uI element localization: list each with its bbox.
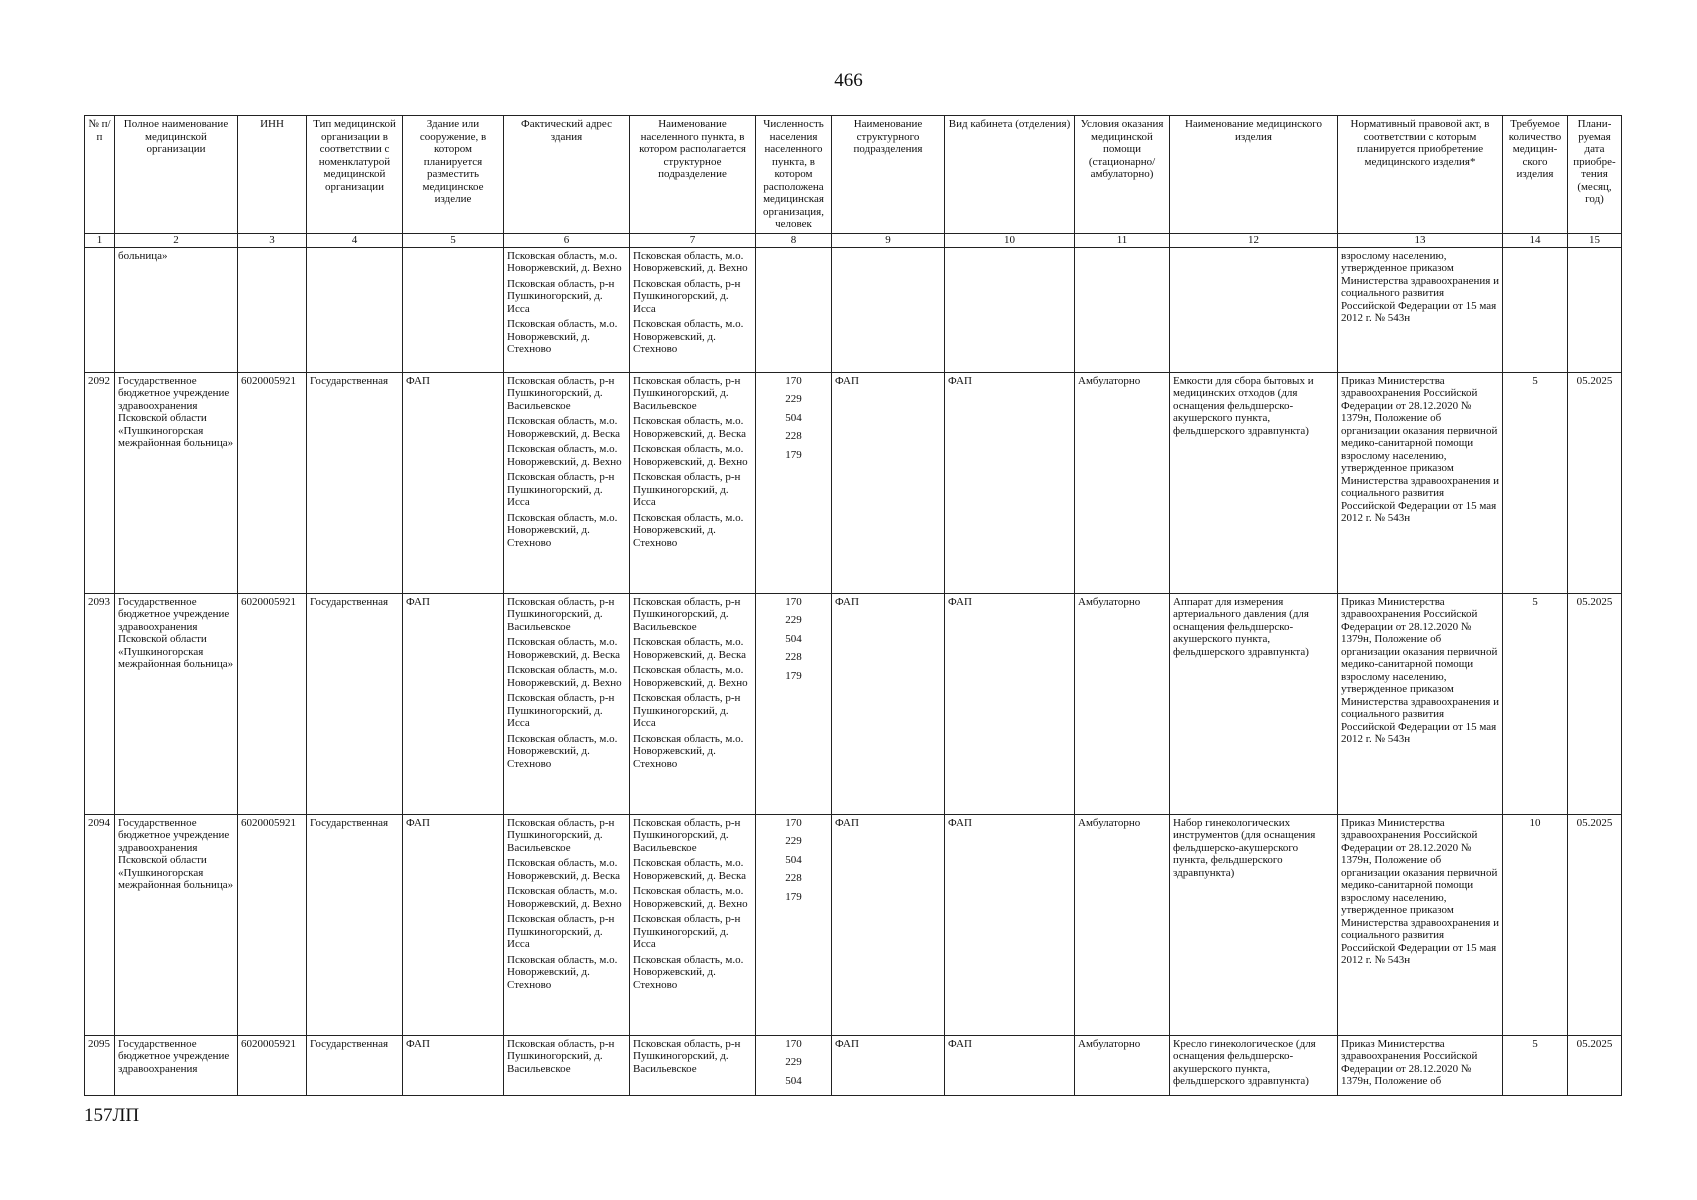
header-cell: Условия оказания медицинской помощи (стационарно/ амбулаторно): [1075, 116, 1170, 234]
document-code: 157ЛП: [84, 1105, 140, 1126]
settlement: Псковская область, м.о. Новоржевский, д. Вехно: [633, 664, 748, 689]
settlement: Псковская область, м.о. Новоржевский, д. Стехново: [633, 511, 744, 549]
header-cell: ИНН: [238, 116, 307, 234]
address: Псковская область, р-н Пушкиногорский, д. Васильевское: [507, 816, 615, 854]
population: 179: [785, 448, 802, 461]
address: Псковская область, р-н Пушкиногорский, д. Исса: [507, 471, 615, 508]
header-cell: № п/п: [85, 116, 115, 234]
building-cell: ФАП: [403, 372, 504, 593]
cabinet-cell: ФАП: [945, 593, 1075, 814]
table-row: [85, 372, 1622, 593]
header-cell: Наименование медицинского изделия: [1170, 116, 1338, 234]
column-number: 15: [1568, 233, 1622, 247]
legal-act-cell: Приказ Министерства здравоохранения Российской Федерации от 28.12.2020 № 1379н, Положение об: [1338, 1035, 1503, 1096]
address: Псковская область, м.о. Новоржевский, д. Стехново: [507, 953, 618, 991]
settlement: Псковская область, р-н Пушкиногорский, д. Исса: [633, 913, 741, 950]
cabinet-cell: ФАП: [945, 814, 1075, 1035]
device-cell: Кресло гинекологическое (для оснащения фельдшерско-акушерского пункта, фельдшерского здравпункта): [1170, 1035, 1338, 1096]
column-number: 7: [630, 233, 756, 247]
column-number: 10: [945, 233, 1075, 247]
quantity-cell: 5: [1503, 372, 1568, 593]
org-name-cell: Государственное бюджетное учреждение здравоохранения Псковской области «Пушкиногорская межрайонная больница»: [115, 372, 238, 593]
address-cell: [504, 372, 630, 593]
unit-cell: ФАП: [832, 814, 945, 1035]
equipment-table: [84, 115, 1622, 1096]
unit-cell: ФАП: [832, 593, 945, 814]
column-number: 11: [1075, 233, 1170, 247]
org-name-cell: больница»: [115, 247, 238, 372]
address: Псковская область, р-н Пушкиногорский, д. Исса: [507, 692, 615, 729]
row-number: 2093: [85, 593, 115, 814]
conditions-cell: Амбулаторно: [1075, 372, 1170, 593]
row-number: 2095: [85, 1035, 115, 1096]
population-cell: [756, 593, 832, 814]
settlement: Псковская область, м.о. Новоржевский, д. Вехно: [633, 443, 748, 468]
column-number: 3: [238, 233, 307, 247]
population: 228: [785, 651, 802, 663]
address: Псковская область, м.о. Новоржевский, д. Веска: [507, 857, 621, 882]
population: 170: [785, 1037, 802, 1050]
settlement: Псковская область, р-н Пушкиногорский, д. Васильевское: [633, 374, 741, 412]
settlement: Псковская область, р-н Пушкиногорский, д. Васильевское: [633, 1037, 741, 1075]
legal-act-cell: взрослому населению, утвержденное приказом Министерства здравоохранения и социального развития Российской Федерации от 15 мая 2012 г. № 543н: [1338, 247, 1503, 372]
population: 229: [785, 1056, 802, 1068]
conditions-cell: Амбулаторно: [1075, 1035, 1170, 1096]
settlement: Псковская область, р-н Пушкиногорский, д. Исса: [633, 692, 741, 729]
header-cell: Плани-руемая дата приобре-тения (месяц, год): [1568, 116, 1622, 234]
population: 228: [785, 872, 802, 884]
legal-act-cell: Приказ Министерства здравоохранения Российской Федерации от 28.12.2020 № 1379н, Положение об организации оказания первичной медико-санитарной помощи взрослому населению, утвержденное приказом Министерства здравоохранения и социального развития Российской Федерации от 15 мая 2012 г. № 543н: [1338, 593, 1503, 814]
table-row: [85, 814, 1622, 1035]
header-cell: Наименование структурного подразделения: [832, 116, 945, 234]
settlement-cell: [630, 372, 756, 593]
settlement: Псковская область, м.о. Новоржевский, д. Вехно: [633, 885, 748, 910]
column-number: 13: [1338, 233, 1503, 247]
legal-act-cell: Приказ Министерства здравоохранения Российской Федерации от 28.12.2020 № 1379н, Положение об организации оказания первичной медико-санитарной помощи взрослому населению, утвержденное приказом Министерства здравоохранения и социального развития Российской Федерации от 15 мая 2012 г. № 543н: [1338, 814, 1503, 1035]
table-row: [85, 593, 1622, 814]
column-number: 1: [85, 233, 115, 247]
population: 228: [785, 430, 802, 442]
address: Псковская область, р-н Пушкиногорский, д. Васильевское: [507, 1037, 615, 1075]
row-number: 2094: [85, 814, 115, 1035]
org-name-cell: Государственное бюджетное учреждение здравоохранения: [115, 1035, 238, 1096]
population-cell: [756, 372, 832, 593]
settlement: Псковская область, р-н Пушкиногорский, д. Васильевское: [633, 816, 741, 854]
quantity-cell: 5: [1503, 593, 1568, 814]
address: Псковская область, м.о. Новоржевский, д. Вехно: [507, 443, 622, 468]
population: 229: [785, 835, 802, 847]
device-cell: Аппарат для измерения артериального давления (для оснащения фельдшерско-акушерского пункта, фельдшерского здравпункта): [1170, 593, 1338, 814]
page-number: 466: [834, 70, 863, 91]
settlement-cell: [630, 814, 756, 1035]
header-cell: Вид кабинета (отделения): [945, 116, 1075, 234]
header-cell: Требуемое количество медицин-ского изделия: [1503, 116, 1568, 234]
population: 179: [785, 890, 802, 903]
building-cell: ФАП: [403, 593, 504, 814]
header-cell: Фактический адрес здания: [504, 116, 630, 234]
inn-cell: 6020005921: [238, 814, 307, 1035]
org-name-cell: Государственное бюджетное учреждение здравоохранения Псковской области «Пушкиногорская межрайонная больница»: [115, 814, 238, 1035]
population: 504: [785, 632, 802, 645]
date-cell: 05.2025: [1568, 814, 1622, 1035]
column-number: 8: [756, 233, 832, 247]
settlement: Псковская область, м.о. Новоржевский, д. Стехново: [633, 732, 744, 770]
quantity-cell: 10: [1503, 814, 1568, 1035]
address-cell: [504, 593, 630, 814]
population: 504: [785, 411, 802, 424]
org-type-cell: Государственная: [307, 814, 403, 1035]
address: Псковская область, м.о. Новоржевский, д. Вехно: [507, 885, 622, 910]
settlement: Псковская область, р-н Пушкиногорский, д. Исса: [633, 471, 741, 508]
population: 229: [785, 614, 802, 626]
address: Псковская область, м.о. Новоржевский, д. Вехно: [507, 249, 622, 274]
address-cell: [504, 1035, 630, 1096]
org-type-cell: Государственная: [307, 372, 403, 593]
settlement-cell: [630, 593, 756, 814]
column-number: 12: [1170, 233, 1338, 247]
header-cell: Численность населения населенного пункта, в котором расположена медицинская организация, человек: [756, 116, 832, 234]
inn-cell: 6020005921: [238, 372, 307, 593]
header-cell: Тип медицинской организации в соответствии с номенклатурой медицинской организации: [307, 116, 403, 234]
conditions-cell: Амбулаторно: [1075, 593, 1170, 814]
settlement: Псковская область, м.о. Новоржевский, д. Вехно: [633, 249, 748, 274]
unit-cell: ФАП: [832, 372, 945, 593]
legal-act-cell: Приказ Министерства здравоохранения Российской Федерации от 28.12.2020 № 1379н, Положение об организации оказания первичной медико-санитарной помощи взрослому населению, утвержденное приказом Министерства здравоохранения и социального развития Российской Федерации от 15 мая 2012 г. № 543н: [1338, 372, 1503, 593]
header-cell: Полное наименование медицинской организации: [115, 116, 238, 234]
address-cell: [504, 247, 630, 372]
address-cell: [504, 814, 630, 1035]
population-cell: [756, 1035, 832, 1096]
column-number-row: [85, 233, 1622, 247]
settlement: Псковская область, м.о. Новоржевский, д. Веска: [633, 636, 747, 661]
table-row-continuation: [85, 247, 1622, 372]
inn-cell: 6020005921: [238, 593, 307, 814]
settlement: Псковская область, р-н Пушкиногорский, д. Васильевское: [633, 595, 741, 633]
inn-cell: 6020005921: [238, 1035, 307, 1096]
address: Псковская область, м.о. Новоржевский, д. Веска: [507, 415, 621, 440]
population-cell: [756, 814, 832, 1035]
device-cell: Емкости для сбора бытовых и медицинских отходов (для оснащения фельдшерско-акушерского пункта, фельдшерского здравпункта): [1170, 372, 1338, 593]
column-number: 9: [832, 233, 945, 247]
population: 504: [785, 1074, 802, 1087]
address: Псковская область, м.о. Новоржевский, д. Веска: [507, 636, 621, 661]
cabinet-cell: ФАП: [945, 1035, 1075, 1096]
org-type-cell: Государственная: [307, 1035, 403, 1096]
address: Псковская область, р-н Пушкиногорский, д. Исса: [507, 913, 615, 950]
population: 170: [785, 816, 802, 829]
population: 170: [785, 374, 802, 387]
address: Псковская область, м.о. Новоржевский, д. Вехно: [507, 664, 622, 689]
building-cell: ФАП: [403, 814, 504, 1035]
address: Псковская область, м.о. Новоржевский, д. Стехново: [507, 511, 618, 549]
date-cell: 05.2025: [1568, 1035, 1622, 1096]
address: Псковская область, м.о. Новоржевский, д. Стехново: [507, 318, 618, 355]
address: Псковская область, м.о. Новоржевский, д. Стехново: [507, 732, 618, 770]
address: Псковская область, р-н Пушкиногорский, д. Исса: [507, 277, 615, 315]
settlement: Псковская область, р-н Пушкиногорский, д. Исса: [633, 277, 741, 315]
table-row: [85, 1035, 1622, 1096]
conditions-cell: Амбулаторно: [1075, 814, 1170, 1035]
unit-cell: ФАП: [832, 1035, 945, 1096]
settlement-cell: [630, 247, 756, 372]
org-type-cell: Государственная: [307, 593, 403, 814]
column-number: 6: [504, 233, 630, 247]
settlement: Псковская область, м.о. Новоржевский, д. Веска: [633, 857, 747, 882]
building-cell: ФАП: [403, 1035, 504, 1096]
quantity-cell: 5: [1503, 1035, 1568, 1096]
population: 504: [785, 853, 802, 866]
settlement: Псковская область, м.о. Новоржевский, д. Веска: [633, 415, 747, 440]
org-name-cell: Государственное бюджетное учреждение здравоохранения Псковской области «Пушкиногорская межрайонная больница»: [115, 593, 238, 814]
column-number: 2: [115, 233, 238, 247]
column-number: 5: [403, 233, 504, 247]
header-cell: Здание или сооружение, в котором планируется разместить медицинское изделие: [403, 116, 504, 234]
header-cell: Наименование населенного пункта, в котором располагается структурное подразделение: [630, 116, 756, 234]
address: Псковская область, р-н Пушкиногорский, д. Васильевское: [507, 595, 615, 633]
settlement: Псковская область, м.о. Новоржевский, д. Стехново: [633, 953, 744, 991]
date-cell: 05.2025: [1568, 593, 1622, 814]
device-cell: Набор гинекологических инструментов (для оснащения фельдшерско-акушерского пункта, фельдшерского здравпункта): [1170, 814, 1338, 1035]
row-number: 2092: [85, 372, 115, 593]
date-cell: 05.2025: [1568, 372, 1622, 593]
settlement: Псковская область, м.о. Новоржевский, д. Стехново: [633, 318, 744, 355]
address: Псковская область, р-н Пушкиногорский, д. Васильевское: [507, 374, 615, 412]
population: 179: [785, 669, 802, 682]
cabinet-cell: ФАП: [945, 372, 1075, 593]
column-number: 14: [1503, 233, 1568, 247]
population: 229: [785, 393, 802, 405]
settlement-cell: [630, 1035, 756, 1096]
header-row: [85, 116, 1622, 234]
header-cell: Нормативный правовой акт, в соответствии с которым планируется приобретение медицинского изделия*: [1338, 116, 1503, 234]
population: 170: [785, 595, 802, 608]
column-number: 4: [307, 233, 403, 247]
